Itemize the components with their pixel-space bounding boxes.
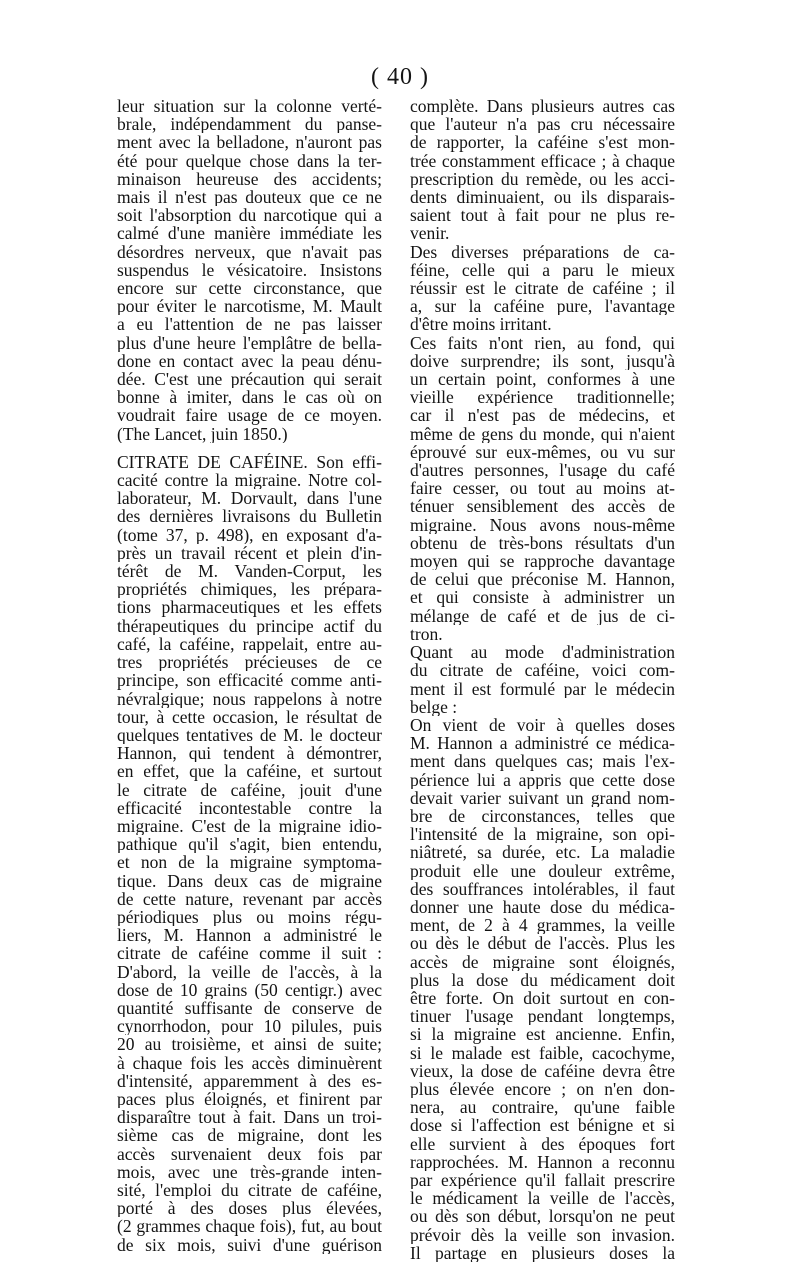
- left-column: [117, 97, 382, 1254]
- text-line: et qui consiste à administrer un: [410, 588, 675, 607]
- text-line: laborateur, M. Dorvault, dans l'une: [117, 489, 382, 508]
- text-line: féine, celle qui a paru le mieux: [410, 260, 675, 280]
- text-line: saient tout à fait pour ne plus re-: [410, 206, 675, 225]
- text-line: calmé d'une manière immédiate les: [117, 224, 382, 243]
- text-line: Des diverses préparations de ca-: [410, 242, 675, 261]
- text-line: café, la caféine, rappelait, entre au-: [117, 634, 382, 654]
- text-line: dents diminuaient, ou ils disparais-: [410, 188, 675, 207]
- text-line: d'autres personnes, l'usage du café: [410, 461, 675, 480]
- text-line: donner une haute dose du médica-: [410, 897, 675, 917]
- text-line: si le malade est faible, cacochyme,: [410, 1043, 675, 1062]
- text-line: d'intensité, apparemment à des es-: [117, 1071, 382, 1090]
- text-line: faire cesser, ou tout au moins at-: [410, 479, 675, 498]
- text-line: Il partage en plusieurs doses la: [410, 1243, 675, 1262]
- text-line: migraine. C'est de la migraine idio-: [117, 816, 382, 836]
- text-line: produit elle une douleur extrême,: [410, 861, 675, 880]
- text-line: térêt de M. Vanden-Corput, les: [117, 562, 382, 581]
- text-line: doive surprendre; ils sont, jusqu'à: [410, 351, 675, 371]
- text-line: Quant au mode d'administration: [410, 643, 675, 662]
- text-line: quantité suffisante de conserve de: [117, 998, 382, 1018]
- text-line: vieux, la dose de caféine devra être: [410, 1061, 675, 1080]
- citation-line: (The Lancet, juin 1850.): [117, 424, 288, 443]
- text-line: citrate de caféine comme il suit :: [117, 944, 382, 963]
- text-line: que l'auteur n'a pas cru nécessaire: [410, 115, 675, 134]
- text-line: soit l'absorption du narcotique qui a: [117, 206, 382, 225]
- text-line: quelques tentatives de M. le docteur: [117, 725, 382, 745]
- text-line: cacité contre la migraine. Notre col-: [117, 471, 382, 490]
- text-line: cynorrhodon, pour 10 pilules, puis: [117, 1017, 382, 1036]
- text-line: plus élevée encore ; on n'en don-: [410, 1079, 675, 1099]
- text-line: de six mois, suivi d'une guérison: [117, 1235, 382, 1254]
- text-line: si la migraine est ancienne. Enfin,: [410, 1025, 675, 1044]
- text-line: accès de migraine sont éloignés,: [410, 952, 675, 971]
- text-line: rapprochées. M. Hannon a reconnu: [410, 1152, 675, 1171]
- text-line: obtenu de très-bons résultats d'un: [410, 533, 675, 553]
- text-line: tres propriétés précieuses de ce: [117, 653, 382, 672]
- text-line: a eu l'attention de ne pas laisser: [117, 315, 382, 334]
- text-line: éprouvé sur eux-mêmes, ou vu sur: [410, 442, 675, 462]
- text-line: de rapporter, la caféine s'est mon-: [410, 133, 675, 152]
- text-line: suspendus le vésicatoire. Insistons: [117, 260, 382, 280]
- page-number: ( 40 ): [371, 64, 429, 90]
- text-line: des souffrances intolérables, il faut: [410, 879, 675, 898]
- text-line: ment avec la belladone, n'auront pas: [117, 133, 382, 152]
- section-heading-line: CITRATE DE CAFÉINE. Son effi-: [117, 452, 382, 472]
- text-line: d'être moins irritant.: [410, 315, 552, 334]
- text-line: été pour quelque chose dans la ter-: [117, 151, 382, 170]
- text-line: voudrait faire usage de ce moyen.: [117, 406, 382, 425]
- text-line: complète. Dans plusieurs autres cas: [410, 97, 675, 116]
- text-line: tron.: [410, 624, 443, 644]
- text-line: ment il est formulé par le médecin: [410, 679, 675, 698]
- text-line: pathique qu'il s'agit, bien entendu,: [117, 835, 382, 854]
- text-line: encore sur cette circonstance, que: [117, 279, 382, 298]
- text-line: brale, indépendamment du panse-: [117, 115, 382, 134]
- text-line: venir.: [410, 224, 450, 243]
- text-line: M. Hannon a administré ce médica-: [410, 734, 675, 753]
- text-line: tinuer l'usage pendant longtemps,: [410, 1007, 675, 1026]
- text-line: minaison heureuse des accidents;: [117, 169, 382, 189]
- text-line: sité, l'emploi du citrate de caféine,: [117, 1180, 382, 1200]
- text-line: leur situation sur la colonne verté-: [117, 97, 382, 116]
- text-line: (tome 37, p. 498), en exposant d'a-: [117, 525, 382, 544]
- text-line: principe, son efficacité comme anti-: [117, 671, 382, 690]
- text-line: l'intensité de la migraine, son opi-: [410, 825, 675, 844]
- text-line: propriétés chimiques, les prépara-: [117, 580, 382, 599]
- text-line: migraine. Nous avons nous-même: [410, 515, 675, 534]
- text-line: D'abord, la veille de l'accès, à la: [117, 962, 382, 981]
- text-line: dose de 10 grains (50 centigr.) avec: [117, 980, 382, 999]
- text-line: bre de circonstances, telles que: [410, 806, 675, 826]
- text-line: le citrate de caféine, jouit d'une: [117, 780, 382, 799]
- text-line: accès survenaient deux fois par: [117, 1144, 382, 1163]
- text-line: périodiques plus ou moins régu-: [117, 907, 382, 927]
- text-line: devait varier suivant un grand nom-: [410, 788, 675, 807]
- text-line: et non de la migraine symptoma-: [117, 853, 382, 872]
- text-line: niâtreté, sa durée, etc. La maladie: [410, 843, 675, 862]
- text-line: près un travail récent et plein d'in-: [117, 543, 382, 563]
- text-line: de celui que préconise M. Hannon,: [410, 570, 675, 589]
- text-line: ou dès son début, lorsqu'on ne peut: [410, 1207, 675, 1226]
- text-line: le médicament la veille de l'accès,: [410, 1189, 675, 1208]
- text-line: vieille expérience traditionnelle;: [410, 388, 675, 407]
- text-line: mais il n'est pas douteux que ce ne: [117, 188, 382, 207]
- text-line: des dernières livraisons du Bulletin: [117, 507, 382, 526]
- text-line: prescription du remède, ou les acci-: [410, 169, 675, 189]
- text-line: être forte. On doit surtout en con-: [410, 988, 675, 1008]
- text-line: mélange de café et de jus de ci-: [410, 606, 675, 625]
- text-line: paces plus éloignés, et finirent par: [117, 1089, 382, 1109]
- text-line: ou dès le début de l'accès. Plus les: [410, 934, 675, 953]
- right-column: [410, 97, 675, 1262]
- text-line: tique. Dans deux cas de migraine: [117, 871, 382, 890]
- text-line: moyen qui se rapproche davantage: [410, 552, 675, 571]
- text-line: en effet, que la caféine, et surtout: [117, 762, 382, 781]
- text-line: pour éviter le narcotisme, M. Mault: [117, 297, 382, 316]
- text-line: disparaître tout à fait. Dans un troi-: [117, 1108, 382, 1127]
- text-line: Ces faits n'ont rien, au fond, qui: [410, 333, 675, 352]
- text-line: dée. C'est une précaution qui serait: [117, 370, 382, 389]
- text-line: un certain point, conformes à une: [410, 370, 675, 389]
- text-line: dose si l'affection est bénigne et si: [410, 1116, 675, 1135]
- text-line: done en contact avec la peau dénu-: [117, 351, 382, 371]
- text-line: tions pharmaceutiques et les effets: [117, 598, 382, 617]
- text-line: plus la dose du médicament doit: [410, 970, 675, 989]
- text-line: tour, à cette occasion, le résultat de: [117, 707, 382, 726]
- text-line: (2 grammes chaque fois), fut, au bout: [117, 1217, 382, 1236]
- text-line: car il n'est pas de médecins, et: [410, 406, 675, 425]
- text-line: 20 au troisième, et ainsi de suite;: [117, 1035, 382, 1054]
- text-line: par expérience qu'il fallait prescrire: [410, 1170, 675, 1190]
- text-line: à chaque fois les accès diminuèrent: [117, 1053, 382, 1072]
- text-line: belge :: [410, 697, 458, 716]
- text-line: nera, au contraire, qu'une faible: [410, 1098, 675, 1117]
- text-line: ment dans quelques cas; mais l'ex-: [410, 752, 675, 771]
- text-line: Hannon, qui tendent à démontrer,: [117, 744, 382, 763]
- text-line: prévoir dès la veille son invasion.: [410, 1225, 675, 1244]
- text-line: sième cas de migraine, dont les: [117, 1126, 382, 1145]
- text-line: trée constamment efficace ; à chaque: [410, 151, 675, 170]
- text-line: efficacité incontestable contre la: [117, 798, 382, 817]
- text-line: même de gens du monde, qui n'aient: [410, 424, 675, 443]
- text-line: désordres nerveux, que n'avait pas: [117, 242, 382, 261]
- text-line: névralgique; nous rappelons à notre: [117, 689, 382, 708]
- text-line: porté à des doses plus élevées,: [117, 1199, 382, 1218]
- text-line: de cette nature, revenant par accès: [117, 889, 382, 908]
- text-line: thérapeutiques du principe actif du: [117, 616, 382, 635]
- text-line: On vient de voir à quelles doses: [410, 715, 675, 735]
- text-line: ment, de 2 à 4 grammes, la veille: [410, 916, 675, 935]
- text-line: plus d'une heure l'emplâtre de bella-: [117, 333, 382, 352]
- text-line: périence lui a appris que cette dose: [410, 770, 675, 789]
- text-line: réussir est le citrate de caféine ; il: [410, 279, 675, 298]
- text-line: liers, M. Hannon a administré le: [117, 926, 382, 945]
- text-line: elle survient à des époques fort: [410, 1134, 675, 1153]
- text-line: a, sur la caféine pure, l'avantage: [410, 297, 675, 316]
- text-line: bonne à imiter, dans le cas où on: [117, 388, 382, 407]
- text-line: ténuer sensiblement des accès de: [410, 497, 675, 516]
- text-line: du citrate de caféine, voici com-: [410, 661, 675, 680]
- text-line: mois, avec une très-grande inten-: [117, 1162, 382, 1181]
